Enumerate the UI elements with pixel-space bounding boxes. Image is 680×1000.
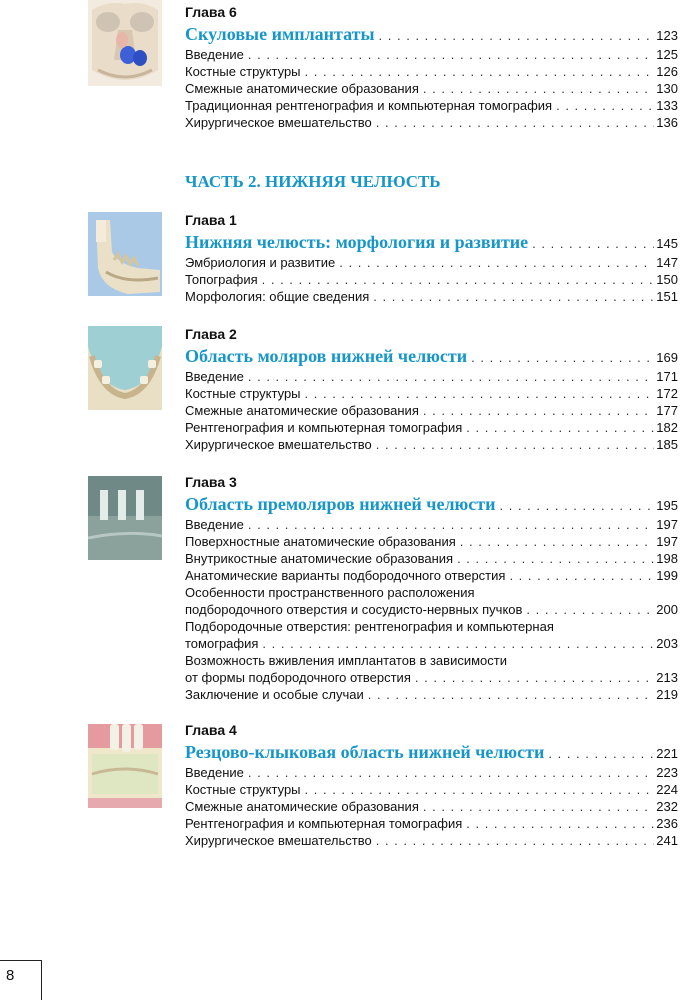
chapter-label: Глава 4 <box>185 722 237 738</box>
toc-entry[interactable]: Эмбриология и развитие . . . 147 <box>185 254 678 271</box>
molar-region-thumbnail <box>88 326 162 410</box>
toc-entry[interactable]: Костные структуры . . . 126 <box>185 63 678 80</box>
skull-thumbnail <box>88 0 162 86</box>
toc-entry[interactable]: от формы подбородочного отверстия . . . 213 <box>185 669 678 686</box>
toc-entry[interactable]: Введение . . . 223 <box>185 764 678 781</box>
toc-entry[interactable]: Морфология: общие сведения . . . 151 <box>185 288 678 305</box>
toc-entry[interactable]: Смежные анатомические образования . . . 232 <box>185 798 678 815</box>
page-number: 8 <box>0 960 42 1000</box>
part-title: ЧАСТЬ 2. НИЖНЯЯ ЧЕЛЮСТЬ <box>185 172 441 191</box>
toc-entry[interactable]: Костные структуры . . . 224 <box>185 781 678 798</box>
toc-entry[interactable]: Введение . . . 125 <box>185 46 678 63</box>
toc-entry[interactable]: Рентгенография и компьютерная томография . . . 182 <box>185 419 678 436</box>
toc-entry[interactable]: Хирургическое вмешательство . . . 241 <box>185 832 678 849</box>
chapter-label: Глава 1 <box>185 212 237 228</box>
toc-entry[interactable]: Внутрикостные анатомические образования . . . 198 <box>185 550 678 567</box>
chapter-title[interactable]: Нижняя челюсть: морфология и развитие . . . 145 <box>185 230 678 254</box>
toc-entry[interactable]: Поверхностные анатомические образования . . . 197 <box>185 533 678 550</box>
toc-entry[interactable]: Введение . . . 171 <box>185 368 678 385</box>
chapter-title[interactable]: Скуловые имплантаты . . . 123 <box>185 22 678 46</box>
premolar-xray-thumbnail <box>88 476 162 560</box>
toc-entry[interactable]: томография . . . 203 <box>185 635 678 652</box>
toc-entry[interactable]: Анатомические варианты подбородочного отверстия . . . 199 <box>185 567 678 584</box>
chapter-title[interactable]: Резцово-клыковая область нижней челюсти . . . 221 <box>185 740 678 764</box>
toc-entry-line: Особенности пространственного расположения <box>185 585 475 600</box>
mandible-thumbnail <box>88 212 162 296</box>
chapter-title[interactable]: Область моляров нижней челюсти . . . 169 <box>185 344 678 368</box>
toc-entry[interactable]: Хирургическое вмешательство . . . 136 <box>185 114 678 131</box>
toc-entry-line: Возможность вживления имплантатов в зависимости <box>185 653 507 668</box>
toc-entry[interactable]: Топография . . . 150 <box>185 271 678 288</box>
toc-entry[interactable]: Костные структуры . . . 172 <box>185 385 678 402</box>
toc-entry[interactable]: подбородочного отверстия и сосудисто-нервных пучков . . . 200 <box>185 601 678 618</box>
toc-entry-line: Подбородочные отверстия: рентгенография и компьютерная <box>185 619 554 634</box>
toc-entry[interactable]: Традиционная рентгенография и компьютерная томография . . . 133 <box>185 97 678 114</box>
chapter-label: Глава 3 <box>185 474 237 490</box>
chapter-label: Глава 6 <box>185 4 237 20</box>
toc-entry[interactable]: Введение . . . 197 <box>185 516 678 533</box>
toc-entry[interactable]: Смежные анатомические образования . . . 130 <box>185 80 678 97</box>
chapter-title[interactable]: Область премоляров нижней челюсти . . . 195 <box>185 492 678 516</box>
toc-entry[interactable]: Смежные анатомические образования . . . 177 <box>185 402 678 419</box>
toc-entry[interactable]: Заключение и особые случаи . . . 219 <box>185 686 678 703</box>
incisor-region-thumbnail <box>88 724 162 808</box>
toc-entry[interactable]: Рентгенография и компьютерная томография . . . 236 <box>185 815 678 832</box>
chapter-label: Глава 2 <box>185 326 237 342</box>
toc-entry[interactable]: Хирургическое вмешательство . . . 185 <box>185 436 678 453</box>
